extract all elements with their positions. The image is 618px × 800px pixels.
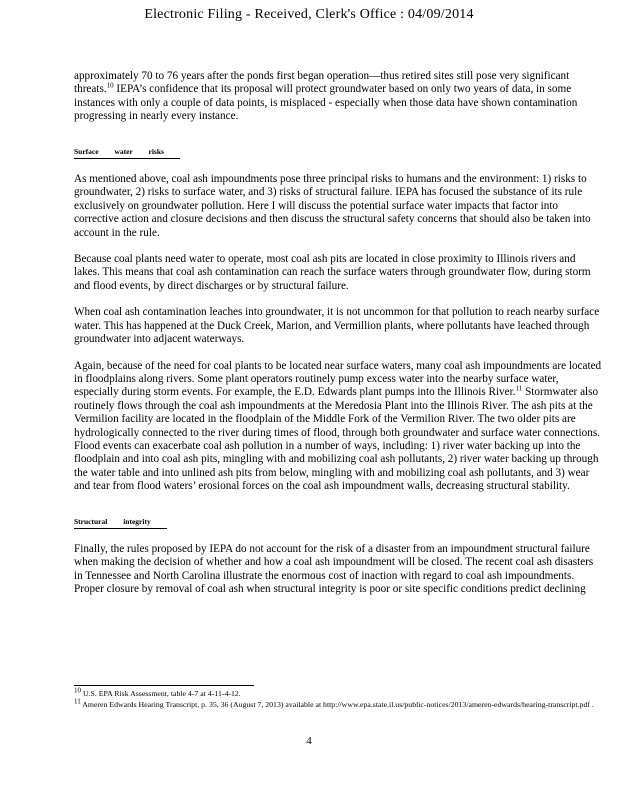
- footnote-ref-11[interactable]: 11: [515, 384, 523, 393]
- paragraph-structural: Finally, the rules proposed by IEPA do not account for the risk of a disaster from an impoundment structural failure when making the decision of whether and how a coal ash impoundment will be closed. The recent coal ash disasters in Tennessee and North Carolina illustrate the enormous cost of inaction with regard to coal ash impoundments. Proper closure by removal of coal ash when structural integrity is poor or site specific conditions predict declining: [74, 542, 594, 596]
- footnote-10: [74, 686, 602, 700]
- paragraph-risks: As mentioned above, coal ash impoundments pose three principal risks to humans and the environment: 1) risks to groundwater, 2) risks to surface water, and 3) risks of structural failure. IEPA has focused the substance of its rule exclusively on groundwater pollution. Here I will discuss the potential surface water impacts that factor into corrective action and closure decisions and then discuss the structural safety concerns that should also be taken into account in the rule.: [74, 173, 591, 239]
- paragraph-flood: [74, 360, 602, 494]
- paragraph-proximity: Because coal plants need water to operate, most coal ash pits are located in close proximity to Illinois rivers and lakes. This means that coal ash contamination can reach the surface waters through groundwater flow, during storm and flood events, by direct discharges or by structural failure.: [74, 253, 591, 292]
- document-body: [74, 70, 602, 610]
- paragraph-leach: When coal ash contamination leaches into groundwater, it is not uncommon for that pollution to reach nearby surface water. This has happened at the Duck Creek, Marion, and Vermillion plants, where pollutants have leached through groundwater into adjacent waterways.: [74, 306, 600, 346]
- footnote-text: U.S. EPA Risk Assessment, table 4-7 at 4-11-4-12.: [81, 689, 241, 698]
- footnote-number: 10: [74, 686, 81, 695]
- footnote-text[interactable]: Ameren Edwards Hearing Transcript, p. 35, 36 (August 7, 2013) available at http://www.epa.state.il.us/public-notices/2013/ameren-edwards/hearing-transcript.pdf .: [80, 699, 594, 709]
- footnotes: [74, 686, 602, 710]
- footnote-11: [74, 696, 602, 711]
- page-number: 4: [306, 735, 312, 747]
- footnote-ref-10[interactable]: 10: [106, 81, 114, 90]
- footnote-divider: [74, 685, 254, 686]
- paragraph-text: Again, because of the need for coal plants to be located near surface waters, many coal ash impoundments are located in floodplains along rivers. Some plant operators routinely pump excess water into the nearby surface water, especially during storm events. For example, the E.D. Edwards plant pumps into the Illinois River.: [74, 359, 602, 399]
- paragraph-text: Stormwater also routinely flows through the coal ash impoundments at the Meredosia Plant into the Illinois River. The ash pits at the Vermilion facility are located in the floodplain of the Middle Fork of the Vermilion River. The two older pits are hydrologically connected to the river during times of flood, through both groundwater and surface water connections. Flood events can exacerbate coal ash pollution in a number of ways, including: 1) river water backing up into the floodplain and into coal ash pits, mingling with and mobilizing coal ash pollutants, 2) river water backing up through the water table and into unlined ash pits from below, mingling with and mobilizing coal ash pollutants, and 3) wear and tear from flood waters’ erosional forces on the coal ash impoundment walls, decreasing structural stability.: [74, 386, 600, 493]
- filing-header: Electronic Filing - Received, Clerk's Office : 04/09/2014: [144, 7, 474, 22]
- section-heading-structural-integrity: Structural integrity: [74, 515, 167, 529]
- paragraph-text: IEPA’s confidence that its proposal will protect groundwater based on only two years of data, in some instances with only a couple of data points, is misplaced - especially when those data have shown contamination progressing in nearly every instance.: [74, 83, 578, 123]
- footnote-number: 11: [74, 696, 81, 705]
- paragraph-text: approximately 70 to 76 years after the ponds first began operation—thus retired sites still pose very significant threats.: [74, 70, 570, 96]
- section-heading-surface-water: Surface water risks: [74, 145, 180, 159]
- paragraph-continuation: [74, 70, 602, 124]
